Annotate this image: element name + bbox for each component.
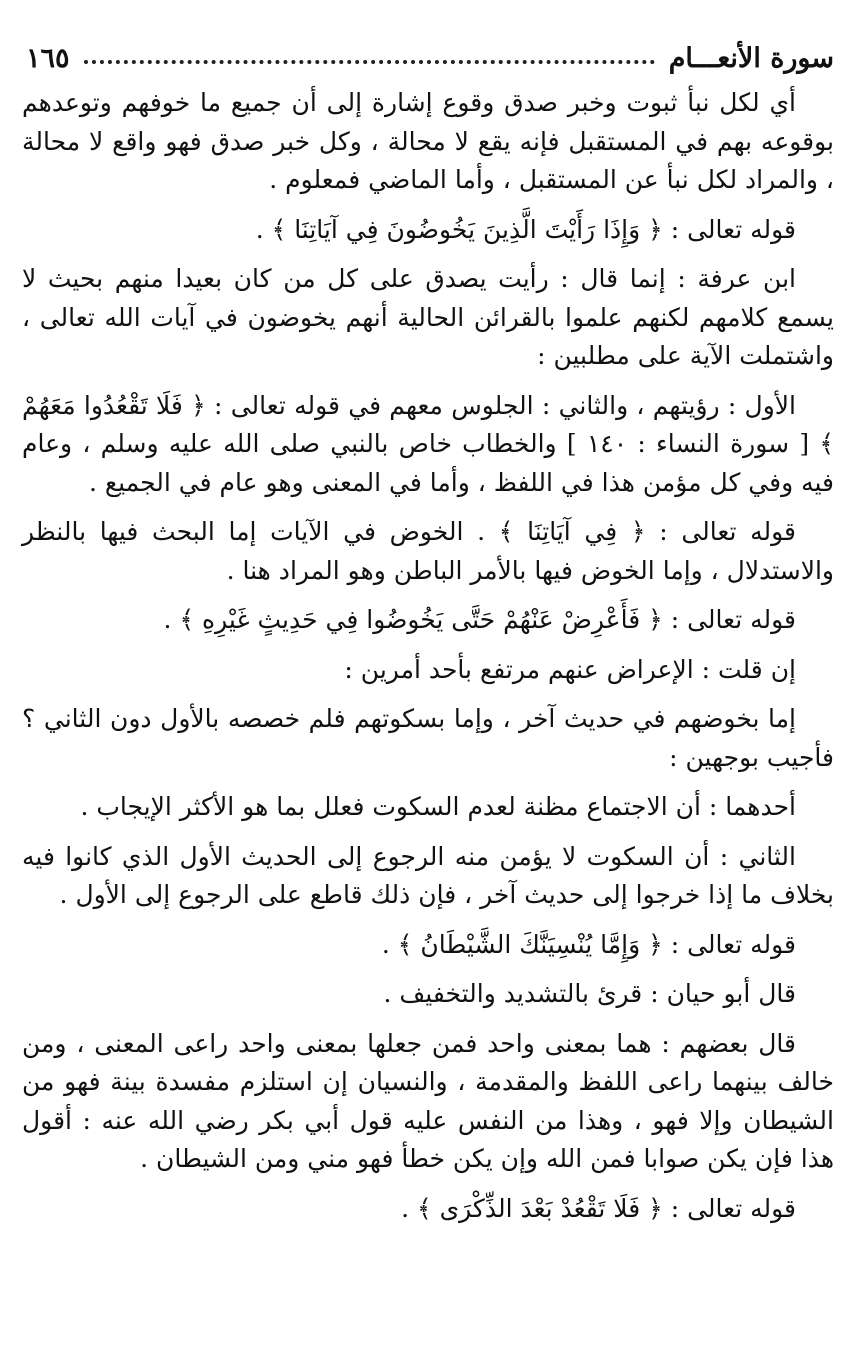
paragraph: قوله تعالى : ﴿ فَلَا تَقْعُدْ بَعْدَ الذِّكْرَى ﴾ . [401, 1193, 796, 1223]
surah-title: سورة الأنعـــام [668, 42, 834, 74]
paragraph: أي لكل نبأ ثبوت وخبر صدق وقوع إشارة إلى أن جميع ما خوفهم وتوعدهم بوقوعه بهم في المستقبل فإنه يقع لا محالة ، وكل خبر صدق فهو واقع لا محالة ، والمراد لكل نبأ عن المستقبل ، وأما الماضي فمعلوم . [22, 88, 834, 194]
paragraph: الثاني : أن السكوت لا يؤمن منه الرجوع إلى الحديث الأول الذي كانوا فيه بخلاف ما إذا خرجوا إلى حديث آخر ، فإن ذلك قاطع على الرجوع إلى الأول . [22, 841, 834, 909]
paragraph: قوله تعالى : ﴿ وَإِمَّا يُنْسِيَنَّكَ الشَّيْطَانُ ﴾ . [381, 929, 796, 959]
running-header [26, 38, 834, 78]
paragraph: أحدهما : أن الاجتماع مظنة لعدم السكوت فعلل بما هو الأكثر الإيجاب . [80, 792, 796, 821]
paragraph: إما بخوضهم في حديث آخر ، وإما بسكوتهم فلم خصصه بالأول دون الثاني ؟ فأجيب بوجهين : [22, 704, 834, 772]
paragraph: قال بعضهم : هما بمعنى واحد فمن جعلها بمعنى واحد راعى المعنى ، ومن خالف بينهما راعى اللفظ والمقدمة ، والنسيان إن استلزم مفسدة بينة فهو من الشيطان وإلا فهو ، وهذا من النفس عليه قول أبي بكر رضي الله عنه : أقول هذا فإن يكن صوابا فمن الله وإن يكن خطأ فهو مني ومن الشيطان . [22, 1028, 834, 1173]
paragraph: قوله تعالى : ﴿ وَإِذَا رَأَيْتَ الَّذِينَ يَخُوضُونَ فِي آيَاتِنَا ﴾ . [255, 214, 796, 244]
paragraph: الأول : رؤيتهم ، والثاني : الجلوس معهم في قوله تعالى : ﴿ فَلَا تَقْعُدُوا مَعَهُمْ ﴾ [ سورة النساء : ١٤٠ ] والخطاب خاص بالنبي صلى الله عليه وسلم ، وعام فيه وفي كل مؤمن هذا في اللفظ ، وأما في المعنى وهو عام في الجميع . [22, 390, 834, 497]
dotted-leader [84, 60, 655, 64]
paragraph: قال أبو حيان : قرئ بالتشديد والتخفيف . [383, 979, 796, 1008]
paragraph: قوله تعالى : ﴿ فِي آيَاتِنَا ﴾ . الخوض في الآيات إما البحث فيها بالنظر والاستدلال ، وإما الخوض فيها بالأمر الباطن وهو المراد هنا . [22, 517, 834, 585]
paragraph: ابن عرفة : إنما قال : رأيت يصدق على كل من كان بعيدا منهم بحيث لا يسمع كلامهم لكنهم علموا بالقرائن الحالية أنهم يخوضون في آيات الله تعالى ، واشتملت الآية على مطلبين : [22, 264, 834, 370]
paragraph: إن قلت : الإعراض عنهم مرتفع بأحد أمرين : [344, 654, 796, 684]
paragraph: قوله تعالى : ﴿ فَأَعْرِضْ عَنْهُمْ حَتَّى يَخُوضُوا فِي حَدِيثٍ غَيْرِهِ ﴾ . [163, 605, 796, 634]
page-body [22, 84, 834, 1239]
page-number: ١٦٥ [26, 42, 70, 74]
